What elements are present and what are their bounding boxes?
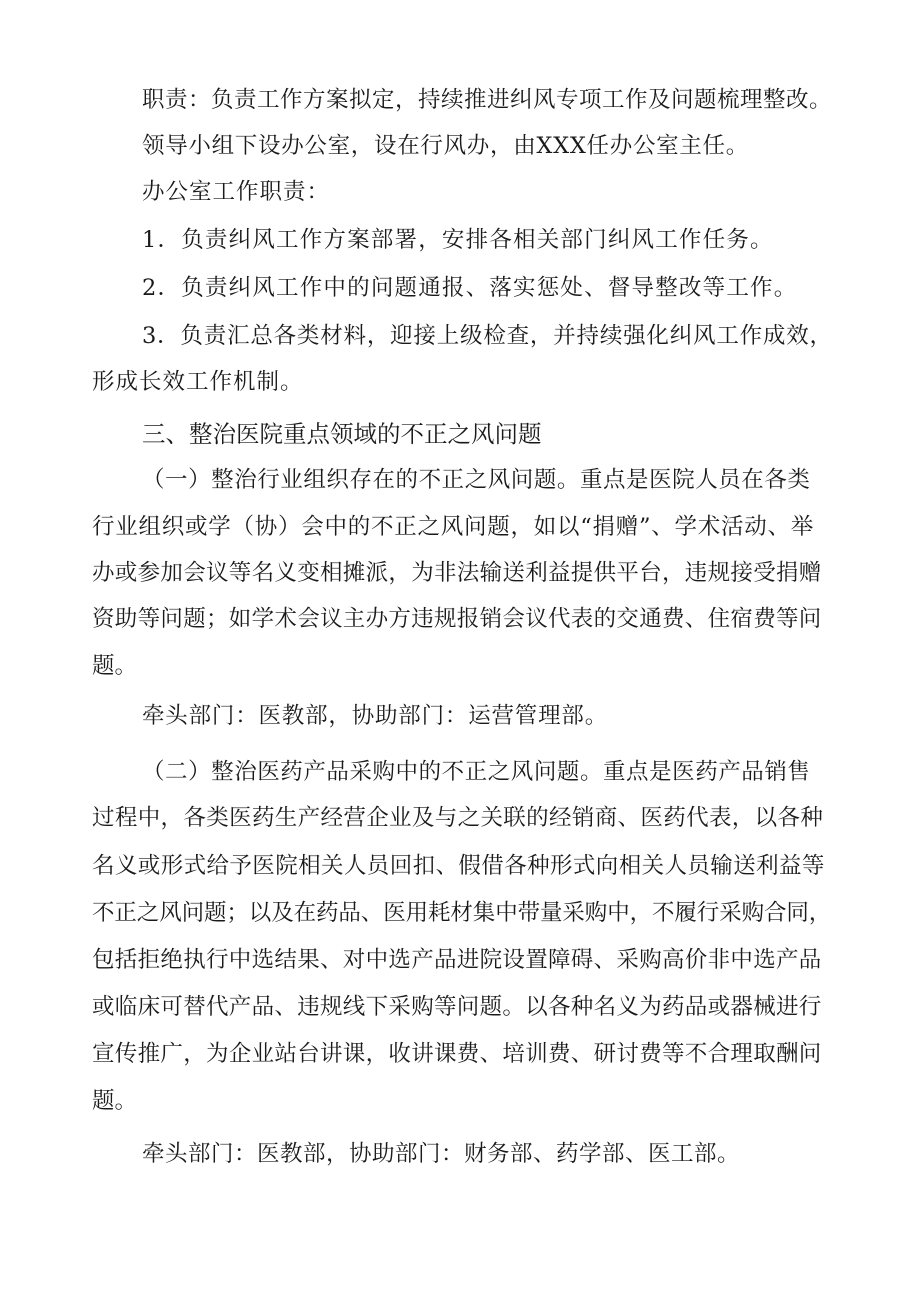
paragraph-office-setup: 领导小组下设办公室，设在行风办，由XXX任办公室主任。	[142, 133, 749, 159]
paragraph-item-1-line-5: 题。	[92, 653, 138, 679]
paragraph-item-2-line-4: 不正之风问题；以及在药品、医用耗材集中带量采购中，不履行采购合同，	[92, 900, 832, 926]
paragraph-item-1-line-2: 行业组织或学（协）会中的不正之风问题，如以“捐赠”、学术活动、举	[92, 514, 815, 540]
paragraph-responsibility: 职责：负责工作方案拟定，持续推进纠风专项工作及问题梳理整改。	[142, 87, 833, 113]
paragraph-item-2-line-8: 题。	[92, 1088, 138, 1114]
paragraph-item-2-line-5: 包括拒绝执行中选结果、对中选产品进院设置障碍、采购高价非中选产品	[92, 947, 822, 973]
paragraph-lead-dept-2: 牵头部门：医教部，协助部门：财务部、药学部、医工部。	[142, 1141, 741, 1167]
paragraph-item-2-line-1: （二）整治医药产品采购中的不正之风问题。重点是医药产品销售	[142, 759, 811, 785]
paragraph-office-duties-label: 办公室工作职责：	[142, 179, 331, 205]
paragraph-lead-dept-1: 牵头部门：医教部，协助部门：运营管理部。	[142, 703, 609, 729]
section-heading-3: 三、整治医院重点领域的不正之风问题	[142, 420, 542, 448]
list-item-duty-1: 1．负责纠风工作方案部署，安排各相关部门纠风工作任务。	[142, 227, 774, 253]
list-item-duty-2: 2．负责纠风工作中的问题通报、落实惩处、督导整改等工作。	[142, 275, 798, 301]
paragraph-item-2-line-3: 名义或形式给予医院相关人员回扣、假借各种形式向相关人员输送利益等	[92, 853, 825, 879]
paragraph-item-2-line-6: 或临床可替代产品、违规线下采购等问题。以各种名义为药品或器械进行	[92, 994, 822, 1020]
list-item-duty-3-continued: 形成长效工作机制。	[92, 369, 304, 395]
list-item-duty-3: 3．负责汇总各类材料，迎接上级检查，并持续强化纠风工作成效，	[142, 323, 833, 349]
paragraph-item-2-line-2: 过程中，各类医药生产经营企业及与之关联的经销商、医药代表，以各种	[92, 805, 824, 831]
paragraph-item-1-line-3: 办或参加会议等名义变相摊派，为非法输送利益提供平台，违规接受捐赠	[92, 560, 822, 586]
paragraph-item-1-line-1: （一）整治行业组织存在的不正之风问题。重点是医院人员在各类	[142, 467, 811, 493]
paragraph-item-2-line-7: 宣传推广，为企业站台讲课，收讲课费、培训费、研讨费等不合理取酬问	[92, 1041, 822, 1067]
paragraph-item-1-line-4: 资助等问题；如学术会议主办方违规报销会议代表的交通费、住宿费等问	[92, 606, 822, 632]
